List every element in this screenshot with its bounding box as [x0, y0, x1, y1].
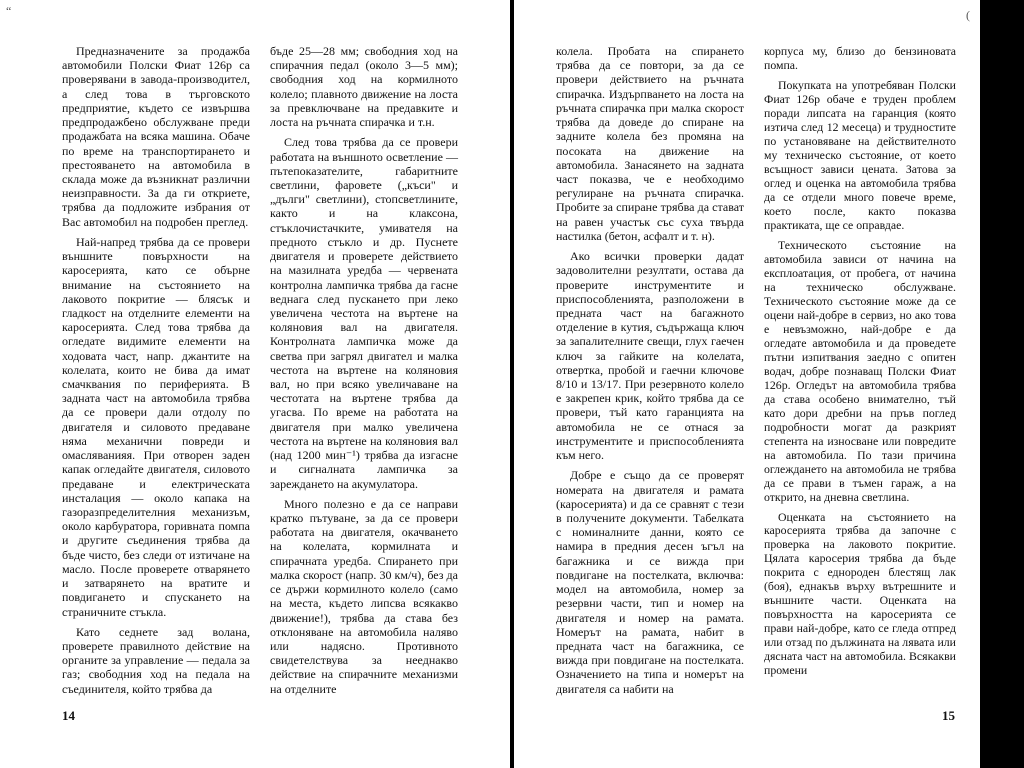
right-page-column-2 — [764, 44, 956, 677]
paragraph: Оценката на състоянието на каросерията трябва да започне с проверка на лаковото покритие. Цялата каросерия трябва да бъде покрита с еднороден блестящ лак (боя), еднакъв върху вътрешните и външните части. Оценката на повърхността на каросерията се прави най-добре, като се гледа отпред или отзад по дължината на лявата или дясната част на автомобила. Всякакви промени — [764, 509, 956, 678]
left-page — [0, 0, 510, 768]
paragraph: Покупката на употребяван Полски Фиат 126р обаче е труден проблем поради липсата на гаранция (която изтича след 12 месеца) и трудностите по установяване на действителното му техническо състояние, от което всъщност зависи цената. Затова за оглед и оценка на автомобила трябва да се отдели много повече време, което после, както показва практиката, ще се оправдае. — [764, 77, 956, 232]
paragraph: Много полезно е да се направи кратко пътуване, за да се провери работата на двигателя, окачването на колелата, кормилната и спирачната уредба. Спирането при малка скорост (напр. 30 км/ч), без да се държи кормилното колело (само на места, където липсва всякакво движение!), трябва да става без отклоняване на автомобила наляво или надясно. Противното свидетелствува за нееднакво действие на спирачните механизми на отделните — [270, 496, 458, 696]
paragraph-continued: бъде 25—28 мм; свободния ход на спирачния педал (около 3—5 мм); свободния ход на кормилното колело; плавното движение на лоста за превключване на предавките и лоста на ръчната спирачка и т.н. — [270, 44, 458, 130]
scan-edge-mark: ( — [966, 8, 970, 22]
page-number-right: 15 — [942, 708, 955, 723]
paragraph: След това трябва да се провери работата на външното осветление — пътепоказателите, габаритните светлини, фаровете („къси" и „дълги" светлини), стопсветлините, както и на клаксона, стъклочистачките, умивателя на предното стъкло и др. Пуснете двигателя и проверете действието на мазилната уредба — червената контролна лампичка трябва да гасне веднага след пускането при леко увеличена честота на въртене на коляновия вал на двигателя. Контролната лампичка може да светва при загрял двигател и малка честота на въртене на коляновия вал, но при всяко увеличаване на честотата на въртене трябва да угасва. По време на работата на двигателя при малко увеличена честота на въртене на коляновия вал (над 1200 мин⁻¹) трябва да изгасне и сигналната лампичка за зареждането на акумулатора. — [270, 135, 458, 491]
right-page-column-1 — [556, 44, 744, 696]
paragraph: Най-напред трябва да се провери външните повърхности на каросерията, като се обърне внимание на състоянието на лаковото покритие — блясък и гладкост на отделните елементи на каросерията. След това трябва да огледате видимите елементи на ходовата част, напр. джантите на колелата, които не бива да имат смачквания по периферията. В задната част на автомобила трябва да се провери дали отдолу по двигателя и силовото предаване няма механични повреди и омасляванияя. При отворен заден капак огледайте двигателя, силовото предаване и електрическата инсталация — около капака на газоразпределителния механизъм, около карбуратора, горивната помпа и другите съединения трябва да бъде чисто, без следи от изтичане на масло. После проверете отварянето и затварянето на вратите и повдигането и спускането на страничните стъкла. — [62, 234, 250, 619]
paragraph-continued: корпуса му, близо до бензиновата помпа. — [764, 44, 956, 72]
left-page-column-2 — [270, 44, 458, 696]
paragraph: Добре е също да се проверят номерата на двигателя и рамата (каросерията) и да се сравнят с тези в получените документи. Табелката с номиналните данни, която се намира в предния десен ъгъл на багажника и се вижда при повдигане на постелката, включва: модел на автомобила, номер за резервни части, тип и номер на двигателя и номер на рамата. Номерът на рамата, набит в предната част на багажника, се вижда при повдигане на постелката. Означението на типа и номерът на двигателя са набити на — [556, 468, 744, 696]
paragraph: Като седнете зад волана, проверете правилното действие на органите за управление — педала за газ; свободния ход на педала на съединителя, който трябва да — [62, 624, 250, 696]
paragraph-continued: колела. Пробата на спирането трябва да се повтори, за да се провери действието на ръчната спирачка. Издърпването на лоста на ръчната спирачка при малка скорост трябва да доведе до спиране на задните колела без промяна на посоката на движение на автомобила. Занасянето на задната част показва, че е необходимо регулиране на ръчната спирачка. Пробите за спиране трябва да стават на равен участък със суха твърда настилка (бетон, асфалт и т. н). — [556, 44, 744, 243]
left-page-column-1 — [62, 44, 250, 696]
scan-edge-mark: “ — [6, 4, 12, 18]
right-page — [514, 0, 980, 768]
paragraph: Техническото състояние на автомобила зависи от начина на експлоатация, от пробега, от начина на техническо обслужване. Техническото състояние може да се оцени най-добре в сервиз, но ако това е невъзможно, най-добре е да огледате автомобила и да проведете пътни изпитвания заедно с опитен водач, добре познаващ Полски Фиат 126р. Огледът на автомобила трябва да става особено внимателно, тъй като дори дребни на пръв поглед подробности могат да разкрият степента на износване или повредите на автомобила. По тази причина оглеждането на автомобила не трябва да се прави в тъмен гараж, а на открито, на дневна светлина. — [764, 237, 956, 504]
paragraph: Предназначените за продажба автомобили Полски Фиат 126р са проверявани в завода-производител, а след това в търговското предприятие, където се извършва предпродажбено обслужване преди продажбата на всяка машина. Обаче по време на транспортирането и престояването на автомобила в склада може да възникнат различни неизправности. За да ги откриете, трябва да подложите избрания от Вас автомобил на подробен преглед. — [62, 44, 250, 229]
page-number-left: 14 — [62, 708, 75, 723]
paragraph: Ако всички проверки дадат задоволителни резултати, остава да проверите инструментите и приспособленията, разположени в предната част на багажното отделение в кутия, съдържаща ключ за запалителните свещи, глух гаечен ключ за гайките на колелата, отвертка, пробой и гаечни ключове 8/10 и 13/17. При резервното колело е закрепен крик, който трябва да се провери, тъй като гаранцията на автомобила не се отнася за инструментите и приспособленията към него. — [556, 249, 744, 463]
